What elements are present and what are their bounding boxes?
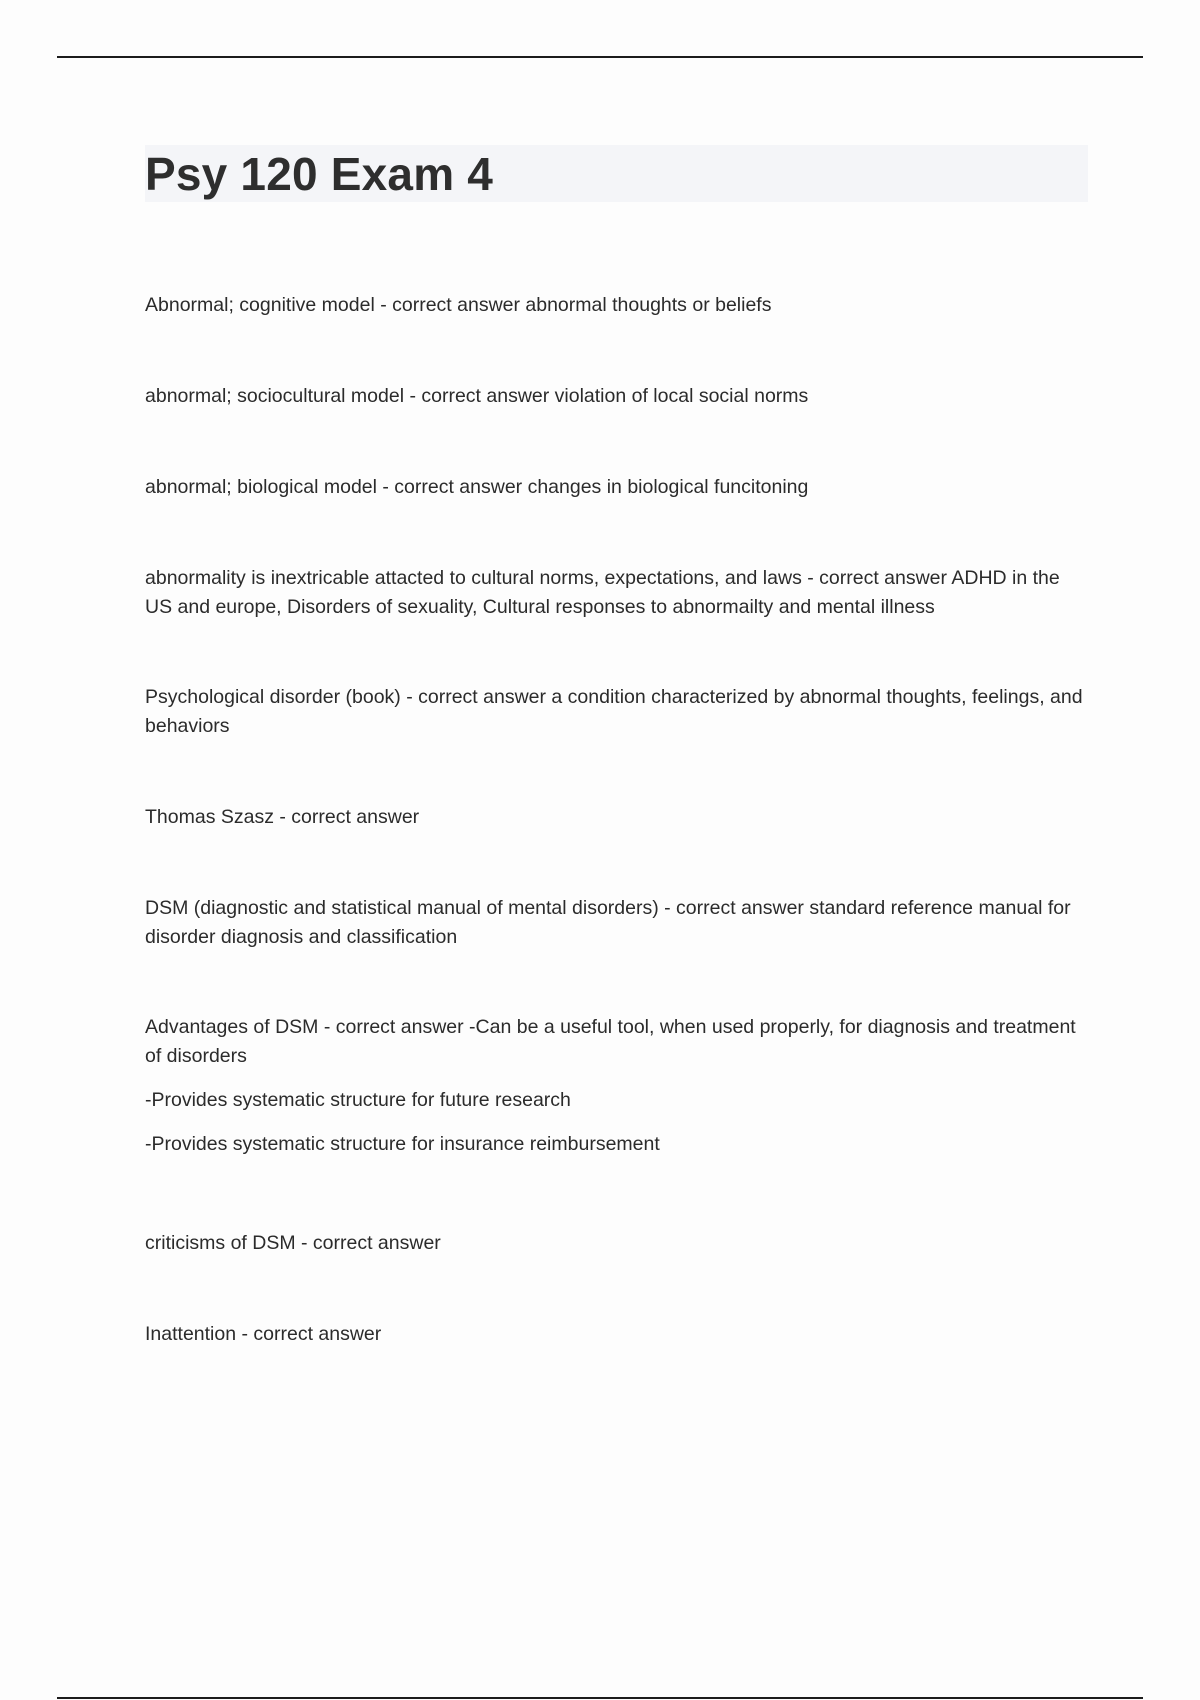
- qa-entry: [145, 1229, 1090, 1273]
- qa-entry: [145, 473, 1090, 517]
- qa-entry: [145, 564, 1090, 637]
- entry-bullet: -Provides systematic structure for future research: [145, 1089, 571, 1111]
- entry-text: Advantages of DSM - correct answer -Can be a useful tool, when used properly, for diagnosis and treatment of disorders: [145, 1016, 1076, 1067]
- qa-entry: [145, 683, 1090, 756]
- qa-entry: [145, 1013, 1090, 1174]
- entry-text: abnormality is inextricable attacted to cultural norms, expectations, and laws - correct answer ADHD in the US and europe, Disorders of sexuality, Cultural responses to abnormailty and mental illness: [145, 567, 1060, 618]
- qa-entry: [145, 894, 1090, 967]
- top-rule: [57, 56, 1143, 58]
- qa-entry: [145, 291, 1090, 335]
- entry-text: Psychological disorder (book) - correct answer a condition characterized by abnormal thoughts, feelings, and behaviors: [145, 686, 1083, 737]
- page-title: Psy 120 Exam 4: [145, 148, 494, 200]
- entry-text: Thomas Szasz - correct answer: [145, 806, 420, 828]
- qa-entry: [145, 803, 1090, 847]
- entry-bullet: -Provides systematic structure for insurance reimbursement: [145, 1133, 660, 1155]
- entry-text: Abnormal; cognitive model - correct answer abnormal thoughts or beliefs: [145, 294, 772, 316]
- entry-text: abnormal; sociocultural model - correct answer violation of local social norms: [145, 385, 809, 407]
- entry-text: criticisms of DSM - correct answer: [145, 1232, 441, 1254]
- bottom-rule: [57, 1697, 1143, 1699]
- qa-entry: [145, 382, 1090, 426]
- entry-text: DSM (diagnostic and statistical manual of mental disorders) - correct answer standard reference manual for disorder diagnosis and classification: [145, 897, 1071, 948]
- entry-text: Inattention - correct answer: [145, 1323, 382, 1345]
- entry-text: abnormal; biological model - correct answer changes in biological funcitoning: [145, 476, 809, 498]
- qa-entry: [145, 1320, 1090, 1364]
